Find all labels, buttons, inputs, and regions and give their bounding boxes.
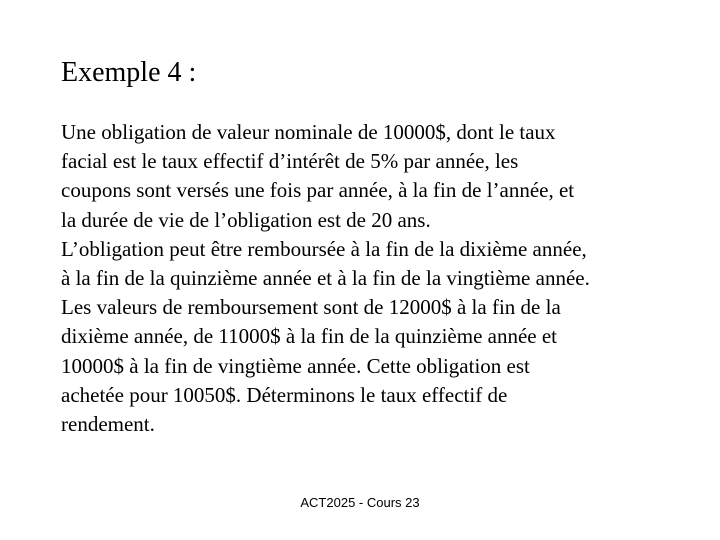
slide-footer: ACT2025 - Cours 23 (300, 495, 420, 510)
body-line: Les valeurs de remboursement sont de 12000$ à la fin de la (61, 295, 561, 320)
slide-title: Exemple 4 : (61, 57, 197, 88)
body-line: à la fin de la quinzième année et à la fin de la vingtième année. (61, 266, 590, 291)
body-line: Une obligation de valeur nominale de 10000$, dont le taux (61, 120, 556, 144)
body-line: coupons sont versés une fois par année, à la fin de l’année, et (61, 178, 575, 203)
body-line: 10000$ à la fin de vingtième année. Cette obligation est (61, 353, 530, 378)
body-line: rendement. (61, 412, 155, 437)
slide-body (61, 118, 681, 439)
body-line: la durée de vie de l’obligation est de 20 ans. (61, 207, 431, 232)
body-line: L’obligation peut être remboursée à la fin de la dixième année, (61, 236, 587, 261)
body-line: achetée pour 10050$. Déterminons le taux effectif de (61, 382, 508, 407)
body-line: facial est le taux effectif d’intérêt de 5% par année, les (61, 149, 519, 174)
body-line: dixième année, de 11000$ à la fin de la quinzième année et (61, 324, 558, 349)
